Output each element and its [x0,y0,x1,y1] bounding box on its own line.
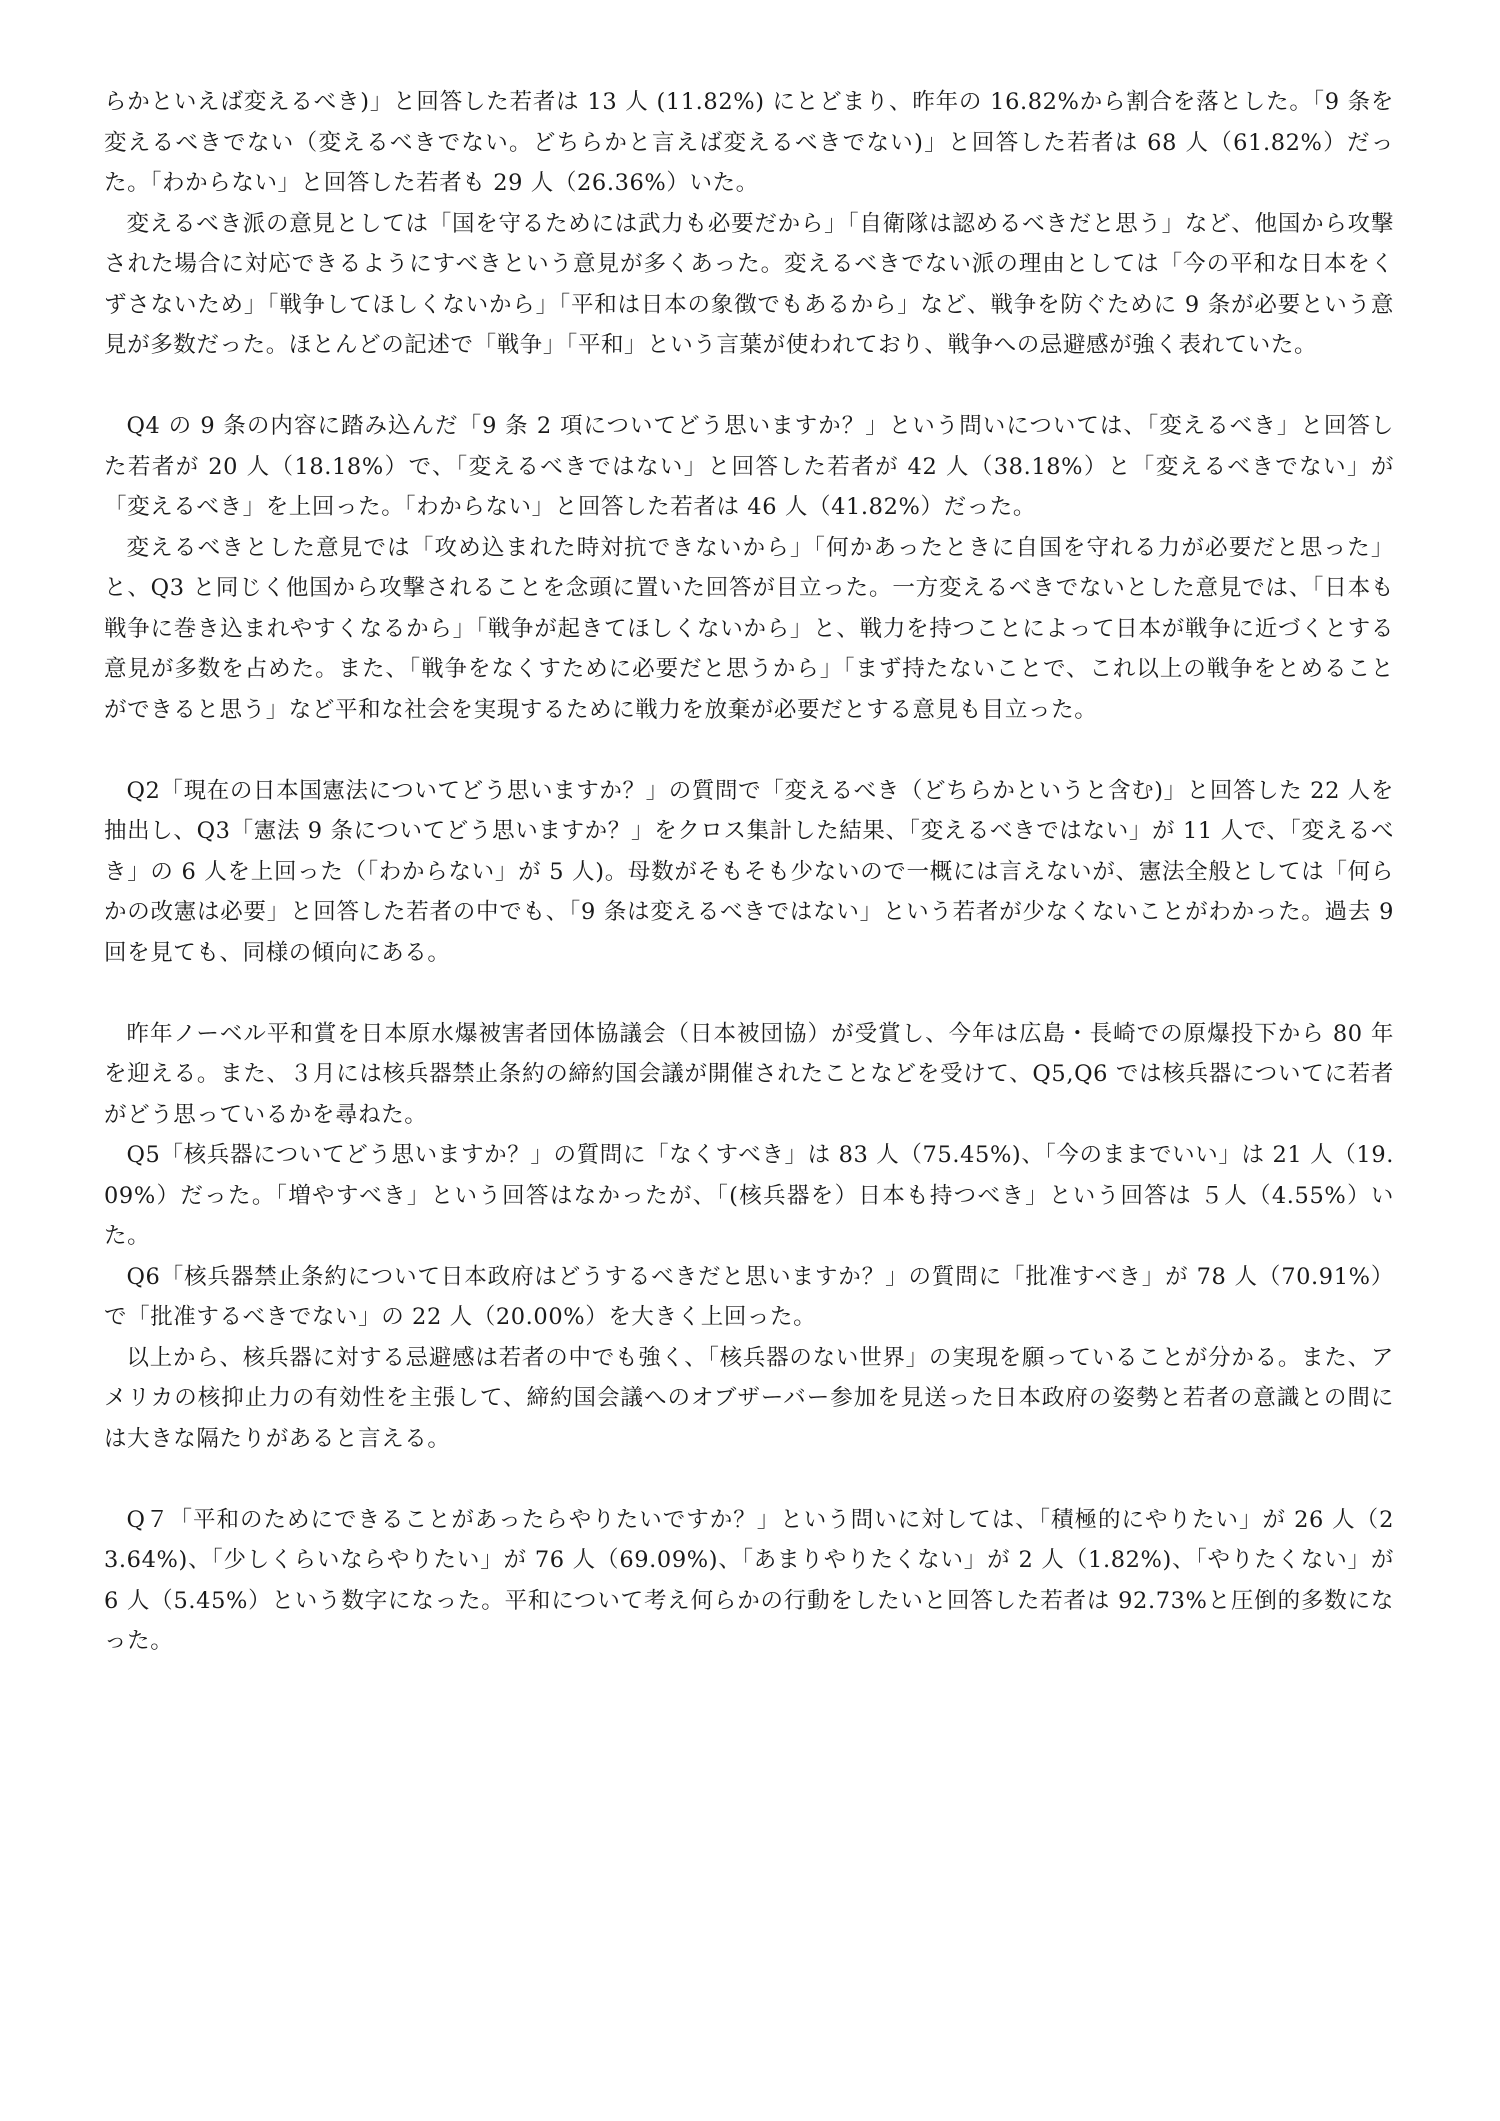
paragraph: Q4 の 9 条の内容に踏み込んだ「9 条 2 項についてどう思いますか？」という問いについては、「変えるべき」と回答した若者が 20 人（18.18%）で、「変えるべきではない」と回答した若者が 42 人（38.18%）と「変えるべきでない」が「変えるべき」を上回った。「わからない」と回答した若者は 46 人（41.82%）だった。 [104,413,1394,520]
paragraph: Q6「核兵器禁止条約について日本政府はどうするべきだと思いますか？」の質問に「批准すべき」が 78 人（70.91%）で「批准するべきでない」の 22 人（20.00%）を大きく上回った。 [104,1263,1394,1330]
paragraph: Q2「現在の日本国憲法についてどう思いますか？」の質問で「変えるべき（どちらかというと含む)」と回答した 22 人を抽出し、Q3「憲法 9 条についてどう思いますか？」をクロス集計した結果、「変えるべきではない」が 11 人で、「変えるべき」の 6 人を上回った（「わからない」が 5 人)。母数がそもそも少ないので一概には言えないが、憲法全般としては「何らかの改憲は必要」と回答した若者の中でも、「9 条は変えるべきではない」という若者が少なくないことがわかった。過去 9 回を見ても、同様の傾向にある。 [104,777,1394,966]
document-page [104,82,1394,1662]
paragraph: Q5「核兵器についてどう思いますか？」の質問に「なくすべき」は 83 人（75.45%)、「今のままでいい」は 21 人（19.09%）だった。「増やすべき」という回答はなかったが、「(核兵器を）日本も持つべき」という回答は ５人（4.55%）いた。 [104,1142,1394,1249]
section-nuclear-weapons [104,1014,1394,1460]
paragraph: 変えるべき派の意見としては「国を守るためには武力も必要だから」「自衛隊は認めるべきだと思う」など、他国から攻撃された場合に対応できるようにすべきという意見が多くあった。変えるべきでない派の理由としては「今の平和な日本をくずさないため」「戦争してほしくないから」「平和は日本の象徴でもあるから」など、戦争を防ぐために 9 条が必要という意見が多数だった。ほとんどの記述で「戦争」「平和」という言葉が使われており、戦争への忌避感が強く表れていた。 [104,210,1394,358]
paragraph: 昨年ノーベル平和賞を日本原水爆被害者団体協議会（日本被団協）が受賞し、今年は広島・長崎での原爆投下から 80 年を迎える。また、３月には核兵器禁止条約の締約国会議が開催されたことなどを受けて、Q5,Q6 では核兵器についてに若者がどう思っているかを尋ねた。 [104,1020,1394,1128]
section-q7-peace-action [104,1500,1394,1662]
paragraph: 変えるべきとした意見では「攻め込まれた時対抗できないから」「何かあったときに自国を守れる力が必要だと思った」と、Q3 と同じく他国から攻撃されることを念頭に置いた回答が目立った。一方変えるべきでないとした意見では、「日本も戦争に巻き込まれやすくなるから」「戦争が起きてほしくないから」と、戦力を持つことによって日本が戦争に近づくとする意見が多数を占めた。また、「戦争をなくすために必要だと思うから」「まず持たないことで、これ以上の戦争をとめることができると思う」など平和な社会を実現するために戦力を放棄が必要だとする意見も目立った。 [104,534,1394,723]
paragraph: らかといえば変えるべき)」と回答した若者は 13 人 (11.82%) にとどまり、昨年の 16.82%から割合を落とした。「9 条を変えるべきでない（変えるべきでない。どちらかと言えば変えるべきでない)」と回答した若者は 68 人（61.82%）だった。「わからない」と回答した若者も 29 人（26.36%）いた。 [104,89,1394,196]
section-article9-results [104,82,1394,366]
section-q4-article9-clause2 [104,406,1394,730]
paragraph: Q７「平和のためにできることがあったらやりたいですか？」という問いに対しては、「積極的にやりたい」が 26 人（23.64%)、「少しくらいならやりたい」が 76 人（69.09%)、「あまりやりたくない」が 2 人（1.82%)、「やりたくない」が 6 人（5.45%）という数字になった。平和について考え何らかの行動をしたいと回答した若者は 92.73%と圧倒的多数になった。 [104,1506,1394,1654]
paragraph: 以上から、核兵器に対する忌避感は若者の中でも強く、「核兵器のない世界」の実現を願っていることが分かる。また、アメリカの核抑止力の有効性を主張して、締約国会議へのオブザーバー参加を見送った日本政府の姿勢と若者の意識との間には大きな隔たりがあると言える。 [104,1344,1394,1452]
section-q2-cross-tabulation [104,771,1394,974]
